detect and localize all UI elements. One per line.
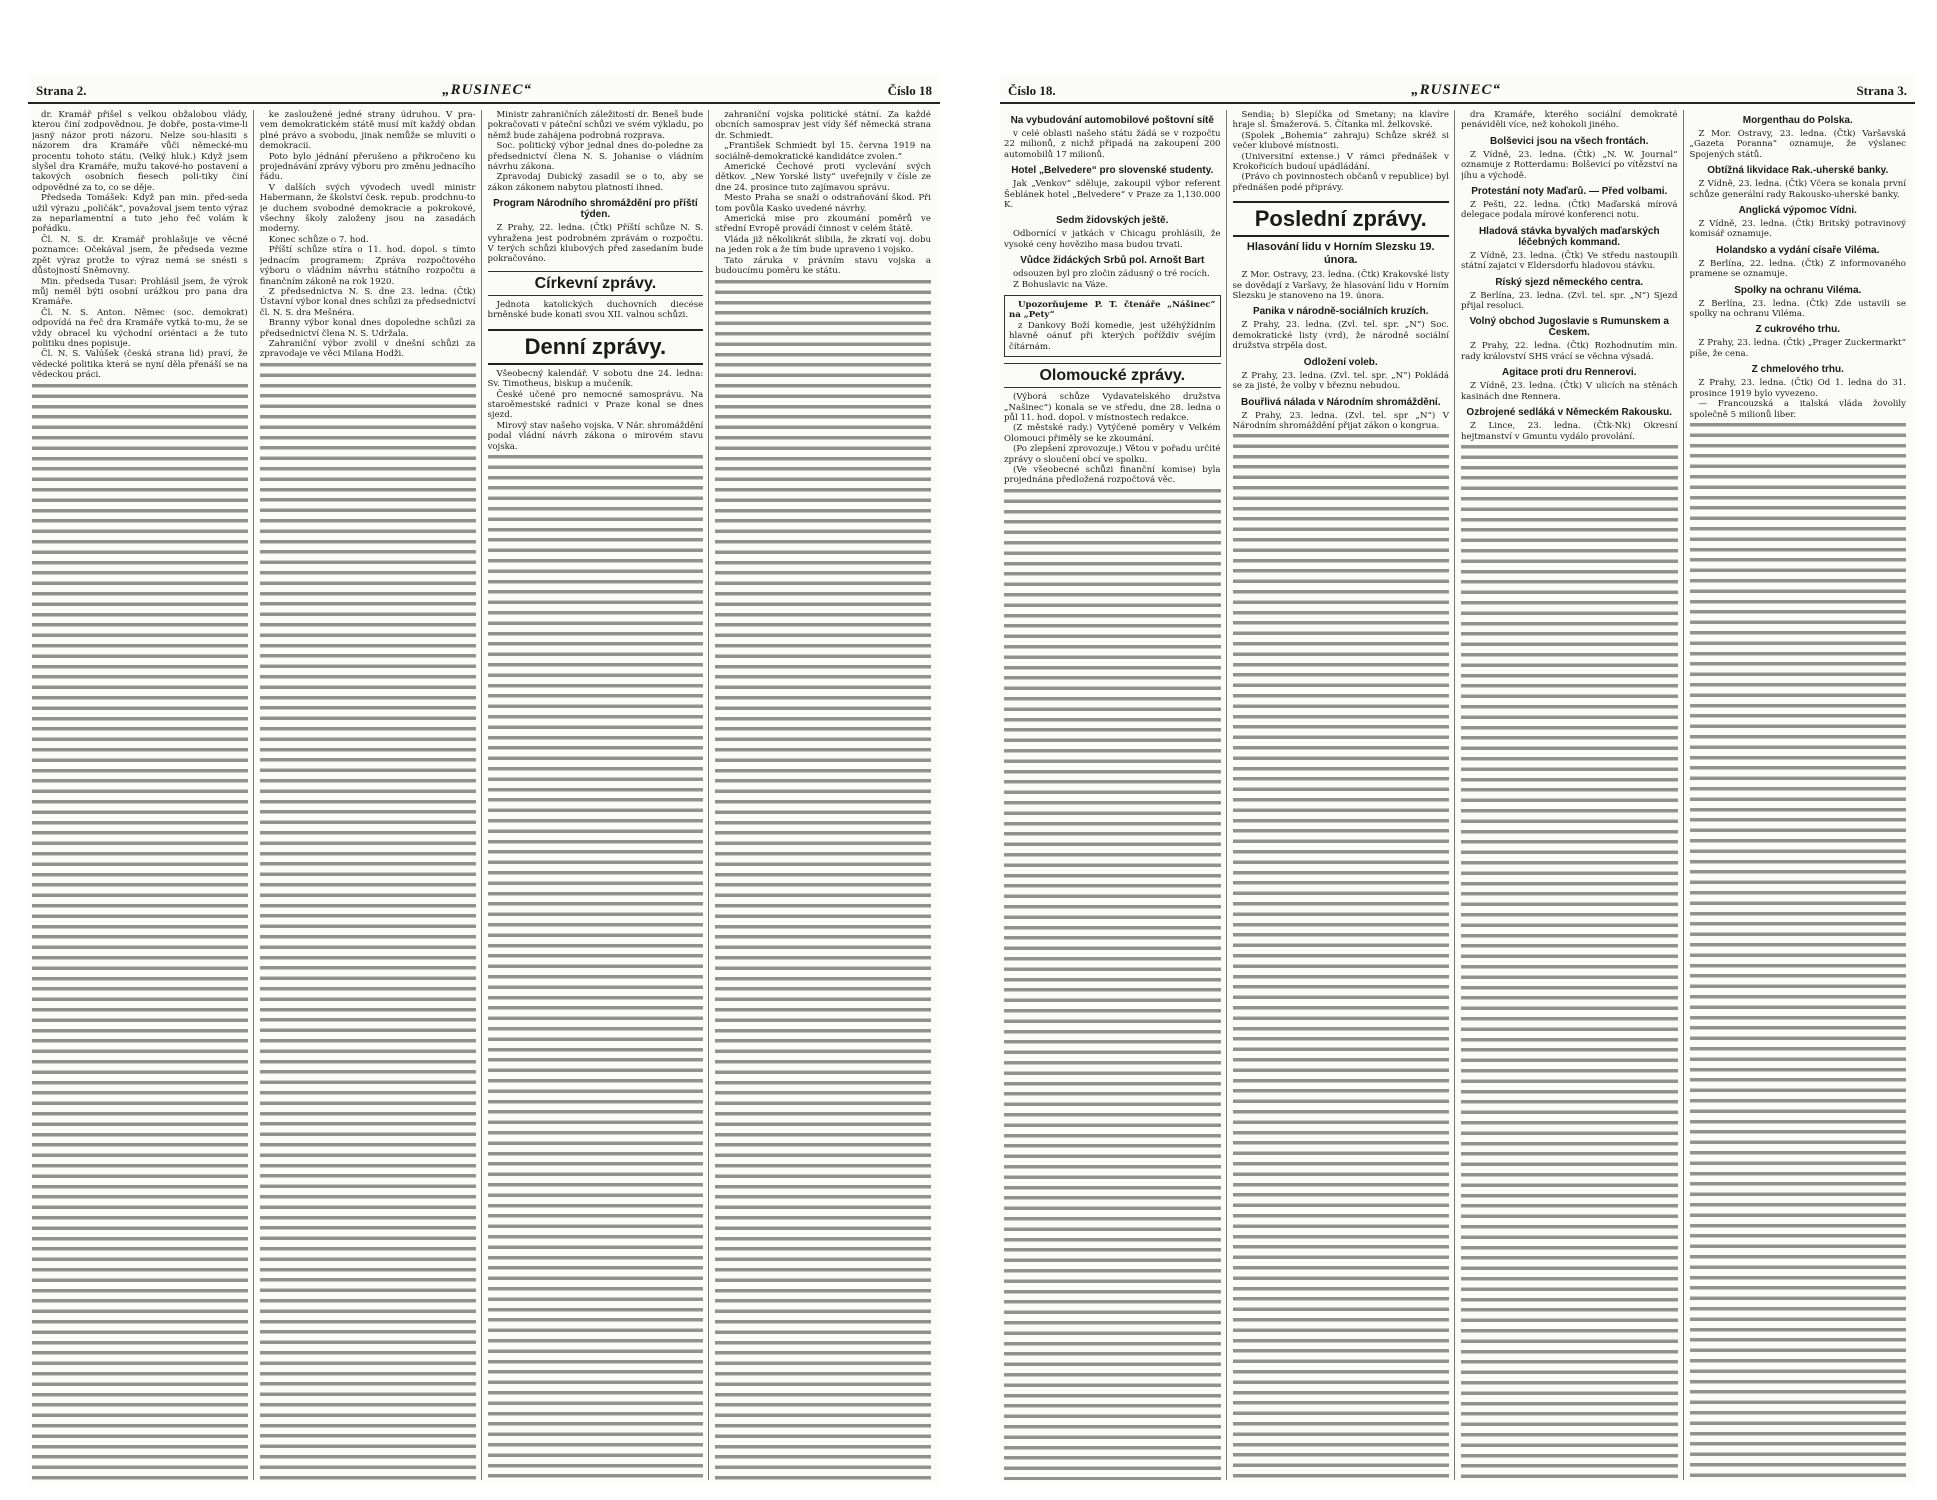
article-text: Z předsednictva N. S. dne 23. ledna. (Čtk) Ústavní výbor konal dnes schůzi za předsednictví čl. N. S. dra Mešnéra. [259,286,476,318]
section-heading: Církevní zprávy. [488,271,704,296]
article-text: v celé oblasti našeho státu žádá se v rozpočtu 22 milionů, z nichž připadá na zakoupení 200 automobilů 17 milionů. [1004,129,1221,160]
section-heading: Bolševici jsou na všech frontách. [1490,135,1649,147]
left-page [28,74,940,1484]
left-page-number: Strana 2. [36,83,87,98]
article-text: Z Prahy, 22. ledna. (Čtk) Rozhodnutím min. rady království SHS vrácí se věchna výsadá. [1461,341,1678,362]
right-page-header [1000,74,1915,104]
right-issue-number: Číslo 18. [1008,83,1056,98]
section-heading: Z chmelového trhu. [1751,364,1844,376]
article-text: Z Prahy, 23. ledna. (Zvl. tel. spr. „N“) Soc. demokratické listy (vrd), že národně sociální družstva strpěla dost. [1232,320,1449,352]
article-text: Z Mor. Ostravy, 23. ledna. (Čtk) Varšavská „Gazeta Poranna“ oznamuje, že výslanec Spojených států. [1689,129,1906,160]
section-heading: Ozbrojené sedláká v Německém Rakousku. [1466,407,1673,419]
article-text: Z Berlína, 23. ledna. (Zvl. tel. spr. „N“) Sjezd přijal resoluci. [1461,290,1678,312]
article-text: Americké Čechové proti vyclevání svých dětkov. „New Yorské listy“ uveřejnily v čísle ze dne 24. prosince tuto zajímavou správu. [715,162,931,193]
section-heading: Obtížná likvidace Rak.-uherské banky. [1707,165,1889,177]
article-text: (Z městské rady.) Vytýčené poměry v Velkém Olomouci přiměly se ke zkoumání. [1004,423,1221,444]
article-text: Min. předseda Tusar: Prohlásil jsem, že výrok můj neměl býti osobní urážkou pro pana dra Kramáře. [32,276,248,308]
right-column-3 [1461,110,1684,1480]
article-text: Z Mor. Ostravy, 23. ledna. (Čtk) Krakovské listy se dovědají z Varšavy, že hlasování lidu v Horním Slezsku je stanoveno na 19. února. [1232,270,1449,302]
article-text: (Spolek „Bohemia“ zahraju) Schůze skréž si večer klubové místnosti. [1232,130,1449,152]
left-column-2 [260,110,482,1480]
section-heading: Vůdce židáckých Srbů pol. Arnošt Bart [1020,255,1205,267]
article-text: Z Prahy, 23. ledna. (Zvl. tel. spr. „N“) Pokládá se za jisté, že volby v březnu nebudou. [1232,370,1449,392]
right-page [1000,74,1915,1484]
article-text: Vláda již několikrát slibila, že zkratí voj. dobu na jeden rok a že tím bude upraveno i vojsko. [715,234,931,256]
article-text: Poto bylo jédnání přerušeno a přikročeno ku projednávání zprávy výboru pro změnu jednacího řádu. [259,151,476,183]
article-text: Z Berlína, 23. ledna. (Čtk) Zde ustavili se spolky na ochranu Viléma. [1689,298,1906,320]
article-text: — Francouzská a italská vláda žovolily společně 5 milionů liber. [1689,399,1906,420]
article-text: Odbornící v jatkách v Chicagu prohlásili, že vysoké ceny hověziho masa budou trvati. [1004,229,1221,250]
article-text: Z Berlína, 22. ledna. (Čtk) Z informovaného pramene se oznamuje. [1689,258,1906,280]
article-text: (Výborá schůze Vydavatelského družstva „Našinec“) konala se ve středu, dne 28. ledna o půl 11. hod. dopol. v místnostech redakce. [1004,392,1221,423]
right-masthead: „RUSINEC“ [1411,82,1501,98]
article-text: odsouzen byl pro zločin zádusný o tré rocích. [1013,269,1210,280]
left-column-4 [715,110,936,1480]
right-page-number: Strana 3. [1856,83,1907,98]
notice-title: Upozorňujeme P. T. čtenáře „Nášinec“ na „Pety“ [1009,300,1216,321]
left-column-1 [32,110,254,1480]
section-title: Denní zprávy. [488,329,704,365]
article-text: Z Vídně, 23. ledna. (Čtk) Britský potravinový komisář oznamuje. [1689,219,1906,240]
text-filler [1461,442,1678,1480]
article-text: Mirový stav našeho vojska. V Nár. shromáždění podal vládní návrh zákona o mirovém stavu vojska. [487,420,704,452]
section-heading: Holandsko a vydání císaře Viléma. [1716,244,1880,256]
section-heading: Hotel „Belvedere“ pro slovenské studenty. [1011,165,1214,177]
left-page-header [28,74,940,104]
section-heading: Ríský sjezd německého centra. [1495,276,1644,288]
article-text: Z Prahy, 23. ledna. (Čtk) „Prager Zuckermarkt“ píše, že cena. [1689,338,1906,359]
article-text: Příští schůze stíra o 11. hod. dopol. s tímto jednacím programem: Zpráva rozpočtového výboru o vládním návrhu státního rozpočtu a finančním zákoně na rok 1920. [259,245,476,287]
article-text: Sendia; b) Slepíčka od Smetany; na klavíre hraje sl. Šmažerová. 5. Čítanka ml. želkovské. [1232,110,1449,131]
section-heading: Sedm židovských ještě. [1056,215,1169,227]
article-text: Čl. N. S. dr. Kramář prohlašuje ve věcné poznamce: Očekával jsem, že předseda vezme zpět výraz protže to výraz nemá se snésti s důstojností Sněmovny. [32,234,248,277]
page-gutter [940,74,1000,1484]
right-column-1 [1004,110,1227,1480]
article-text: Mesto Praha se snaží o odstraňování škod. Při tom povůla Kasko uvedené návrhy. [715,193,931,214]
text-filler [1233,431,1450,1480]
article-text: Všeobecný kalendář. V sobotu dne 24. ledna: Sv. Timotheus, biskup a mučeník. [487,368,704,390]
section-heading: Program Národního shromáždění pro příští týden. [493,198,698,221]
text-filler [488,452,704,1480]
section-heading: Protestání noty Maďarů. — Před volbami. [1471,186,1668,198]
section-heading: Panika v národně-sociálních kruzích. [1252,306,1429,318]
section-heading: Z cukrového trhu. [1755,324,1840,336]
section-heading: Agitace proti dru Rennerovi. [1502,367,1637,379]
article-text: Americká mise pro zkoumání poměrů ve střední Evropě provádí činnost v celém štátě. [715,214,931,235]
article-text: Z Vídně, 23. ledna. (Čtk) Ve středu nastoupili státní zajatci v Eldersdorfu hladovou stávku. [1461,250,1678,272]
section-heading: Anglická výpomoc Vídni. [1738,205,1857,217]
article-text: Zpravodaj Dubický zasadil se o to, aby se zákon zákonem nabytou platností ihned. [487,172,704,193]
article-text: Jednota katolických duchovních diecése brněnské bude konati svou XII. valnou schůzi. [487,299,704,321]
article-text: Z Lince, 23. ledna. (Čtk-Nk) Okresní hejtmanství v Gmuntu vydálo provolání. [1461,421,1678,442]
article-text: (Právo ch povinnostech občanů v republice) byl přednášen podé připrávy. [1232,172,1449,193]
notice-box [1004,295,1221,357]
article-text: České učené pro nemocné samosprávu. Na staroěmestské radnici v Praze konal se dnes sjezd. [487,389,704,421]
text-filler [1004,486,1221,1480]
right-columns [1004,110,1911,1480]
notice-text: z Dankovy Boží komedie, jest užéhýžídním hlavně oánuť při kterých poříždiv svéjím čítárnám. [1009,320,1216,352]
article-text: Z Prahy, 23. ledna. (Čtk) Od 1. ledna do 31. prosince 1919 bylo vyvezeno. [1689,378,1906,399]
text-filler [260,360,476,1480]
article-text: dr. Kramář přišel s velkou obžalobou vlády, kterou činí zodpovědnou. Je dobře, posta-vime-li jasný názor proti názoru. Nelze sou-hlasiti s názorem dra Kramáře vůči německé-mu procentu tohoto státu. (Velký hluk.) Když jsem slyšel dra Kramáře, mužu takové-ho postavení a takových osobních fiesech poli-tiky činí odpovědné za to, co se děje. [32,110,248,193]
right-column-2 [1233,110,1456,1480]
article-text: „František Schmiedt byl 15. června 1919 na sociálně-demokratické kandidátce zvolen.“ [715,141,931,162]
article-text: Z Prahy, 23. ledna. (Zvl. tel. spr „N“) V Národním shromáždění přijat zákon o kongrua. [1232,410,1449,431]
section-heading: Morgenthau do Polska. [1742,115,1853,126]
article-text: Čl. N. S. Anton. Němec (soc. demokrat) odpovídá na řeč dra Kramáře vytká to-mu, že se vždy obracel ku východní oriéntaci a že tuto politiku dnes popisuje. [32,307,248,349]
section-title: Poslední zprávy. [1233,201,1450,237]
section-heading: Bouřlivá nálada v Národním shromáždění. [1241,396,1441,408]
article-text: Z Prahy, 22. ledna. (Čtk) Příští schůze N. S. vyhražena jest podrobném zprávám o rozpočtu. V terých schůzi klubových před zasedaním bude pokračováno. [487,223,704,265]
section-heading: Olomoucké zprávy. [1004,363,1221,388]
left-masthead: „RUSINEC“ [442,82,532,98]
text-filler [715,277,931,1481]
text-filler [32,381,248,1480]
article-text: ke zasloužené jedné strany údruhou. V pra-vem demokratickém státě musí mít každý obdan plné právo a svobodu, jinak nemůže se mluviti o demokracii. [259,110,476,152]
text-filler [1690,420,1907,1480]
article-text: Čl. N. S. Valúšek (česká strana lid) praví, že vědecké politika která se nyní děla přenáší se na vědeckou práci. [32,349,248,381]
section-heading: Volný obchod Jugoslavie s Rumunskem a Českem. [1469,316,1669,339]
article-text: Ministr zahraničních záležitostí dr. Beneš bude pokračovati v páteční schůzi ve svém výkladu, po němž bude zahájena podrobná rozprava. [487,110,704,141]
section-heading: Hladová stávka byvalých maďarských léčebných kommand. [1478,225,1660,248]
article-text: Zahraniční výbor zvolil v dnešní schůzi za zpravodaje ve věci Milana Hodži. [259,338,476,360]
article-text: dra Kramáře, kterého sociální demokraté penáviděli více, než kohokoli jiného. [1461,110,1678,131]
article-text: V dalších svých vývodech uvedl ministr Habermann, že školství česk. repub. prodchnu-to je duchem svobodné demokracie a pokrokové, všechny školy založeny jsou na zasadách moderny. [259,182,476,235]
subheading: Hlasování lidu v Horním Slezsku 19. února. [1246,241,1435,267]
article-text: (Ve všeobecné schůzi finanční komise) byla projednána předložená rozpočtová věc. [1004,464,1221,486]
section-heading: Spolky na ochranu Viléma. [1734,284,1862,296]
article-text: (Universitní extense.) V rámci přednášek v Krokořicích budouí upádládání. [1232,151,1449,173]
article-text: zahraniční vojska politické státní. Za každé obcních samosprav jest vídy šéf německá strana dr. Schmiedt. [715,110,931,141]
article-text: Z Bohuslavic na Váze. [1013,279,1108,290]
section-heading: Odložení voleb. [1303,356,1378,368]
article-text: Předseda Tomášek: Když pan min. před-seda užil výrazu „poličák“, považoval jsem tento výraz za neparlamentní a tuto jeho řeč volám k pořádku. [32,193,248,235]
article-text: Jak „Venkov“ sděluje, zakoupil výbor referent Šeblánek hotel „Belvedere“ v Praze za 1,130.000 K. [1004,179,1221,211]
article-text: Konec schůze o 7. hod. [268,234,369,245]
article-text: Soc. politický výbor jednal dnes do-poledne za předsednictví člena N. S. Johanise o vládním návrhu zákona. [487,141,704,173]
section-heading: Na vybudování automobilové poštovní sítě [1010,115,1214,126]
article-text: Z Vídně, 23. ledna. (Čtk) Včera se konala první schůze generální rady Rakousko-uherské banky. [1689,179,1906,200]
left-columns [32,110,936,1480]
article-text: Z Vídně, 23. ledna. (Čtk) „N. W. Journal“ oznamuje z Rotterdamu: Bolševicí po vítězství na jíhu a východě. [1461,149,1678,181]
article-text: Z Pešti, 22. ledna. (Čtk) Maďarská mírová delegace podala mírové konferenci notu. [1461,200,1678,221]
article-text: Branny výbor konal dnes dopoledne schůzi za předsednictví člena N. S. Udržala. [259,318,476,339]
left-column-3 [488,110,710,1480]
article-text: (Po zlepšení zprovozuje.) Větou v pořadu určité zprávy o sloučení obcí ve spolku. [1004,444,1221,465]
right-column-4 [1690,110,1912,1480]
article-text: Z Vídně, 23. ledna. (Čtk) V ulicích na stěnách kasinách dne Rennera. [1461,381,1678,402]
article-text: Tato záruka v právním stavu vojska a budoucímu poměru ke státu. [715,255,931,277]
left-issue-number: Číslo 18 [887,83,932,98]
